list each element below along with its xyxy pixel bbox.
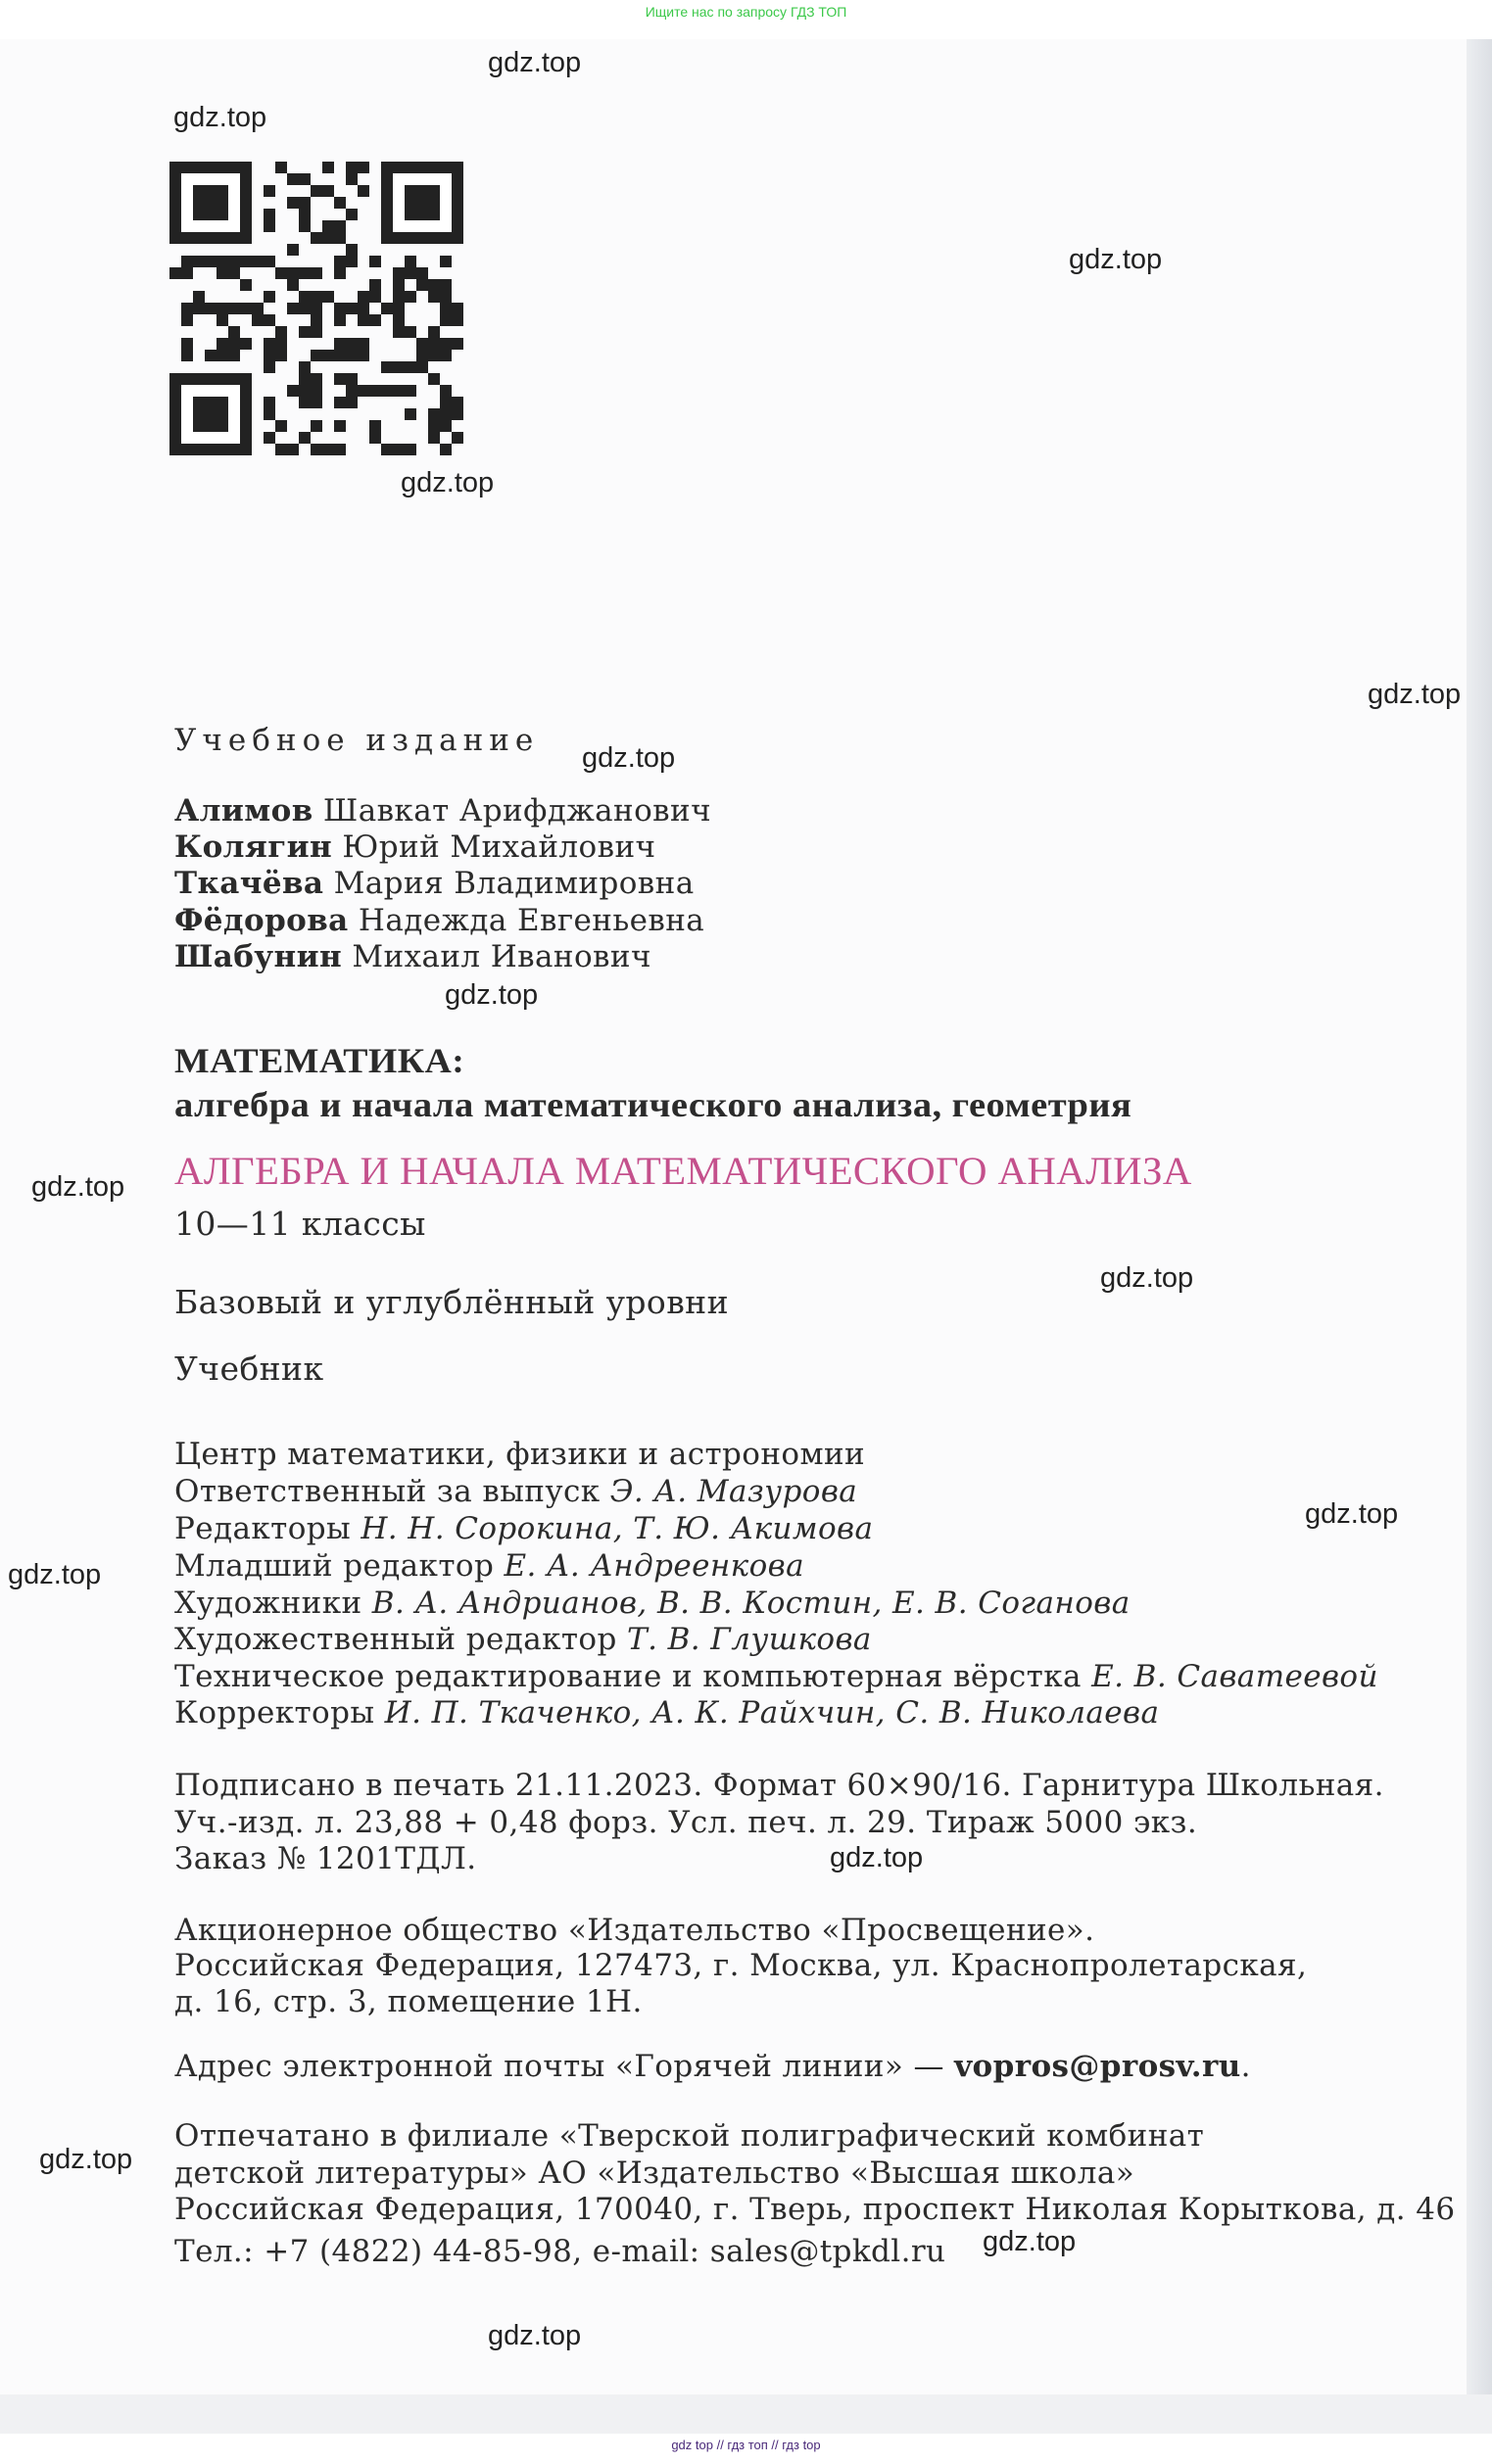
watermark: gdz.top [1368,679,1462,710]
author-name: Надежда Евгеньевна [358,903,705,938]
author-name: Мария Владимировна [333,866,695,901]
credit-line [174,1548,804,1584]
hotline-label: Адрес электронной почты «Горячей линии» — [174,2049,955,2084]
credit-names: Е. В. Саватеевой [1091,1659,1378,1694]
author-line [174,793,711,829]
book-subtitle: алгебра и начала математического анализа, геометрия [174,1085,1132,1124]
credit-line [174,1586,1131,1621]
book-type: Учебник [174,1350,324,1388]
top-banner[interactable]: Ищите нас по запросу ГДЗ ТОП [645,4,847,20]
watermark: gdz.top [39,2144,133,2175]
credit-names: Е. А. Андреенкова [504,1548,804,1584]
watermark: gdz.top [488,2320,582,2351]
printer-line: Отпечатано в филиале «Тверской полиграфический комбинат [174,2118,1205,2154]
book-grades: 10—11 классы [174,1205,426,1243]
watermark: gdz.top [445,979,539,1011]
credit-names: Н. Н. Сорокина, Т. Ю. Акимова [361,1511,874,1546]
author-line [174,829,655,865]
author-line [174,939,651,974]
credit-names: В. А. Андрианов, В. В. Костин, Е. В. Соганова [371,1586,1131,1621]
printer-line: детской литературы» АО «Издательство «Высшая школа» [174,2156,1135,2191]
credit-line [174,1511,873,1546]
credit-names: Э. А. Мазурова [609,1474,858,1509]
watermark: gdz.top [488,47,582,78]
author-name: Шавкат Арифджанович [322,793,711,829]
credit-line [174,1622,872,1657]
credit-role: Младший редактор [174,1548,505,1584]
printer-line: Российская Федерация, 170040, г. Тверь, проспект Николая Корыткова, д. 46 [174,2192,1456,2227]
watermark: gdz.top [1305,1498,1399,1530]
watermark: gdz.top [173,102,267,133]
watermark: gdz.top [1069,244,1163,275]
author-surname: Ткачёва [174,866,324,901]
watermark: gdz.top [830,1842,924,1873]
book-colored-title: АЛГЕБРА И НАЧАЛА МАТЕМАТИЧЕСКОГО АНАЛИЗА [174,1149,1192,1193]
credit-role: Ответственный за выпуск [174,1474,610,1509]
credit-names: Т. В. Глушкова [627,1622,872,1657]
watermark: gdz.top [1100,1262,1194,1294]
credit-role: Художники [174,1586,372,1621]
bottom-band [0,2394,1492,2434]
watermark: gdz.top [31,1171,125,1203]
publisher-line: Российская Федерация, 127473, г. Москва, ул. Краснопролетарская, [174,1948,1308,1983]
credit-role: Редакторы [174,1511,361,1546]
author-surname: Алимов [174,793,313,829]
qr-code[interactable] [169,162,463,455]
print-info-line: Подписано в печать 21.11.2023. Формат 60×90/16. Гарнитура Школьная. [174,1768,1384,1803]
print-info-line: Заказ № 1201ТДЛ. [174,1841,477,1876]
watermark: gdz.top [582,742,676,774]
author-surname: Шабунин [174,939,343,974]
print-info-line: Уч.-изд. л. 23,88 + 0,48 форз. Усл. печ. л. 29. Тираж 5000 экз. [174,1805,1198,1840]
credit-line [174,1437,865,1472]
book-title: МАТЕМАТИКА: [174,1041,465,1080]
edition-label: Учебное издание [174,723,540,758]
author-surname: Колягин [174,829,333,865]
credit-role: Центр математики, физики и астрономии [174,1437,866,1472]
credit-role: Техническое редактирование и компьютерная вёрстка [174,1659,1092,1694]
watermark: gdz.top [8,1559,102,1590]
watermark: gdz.top [983,2226,1077,2257]
credit-line [174,1474,857,1509]
author-name: Михаил Иванович [352,939,651,974]
hotline-email[interactable]: vopros@prosv.ru [954,2049,1241,2084]
author-line [174,866,695,901]
credit-names: И. П. Ткаченко, А. К. Райхчин, С. В. Николаева [384,1695,1160,1730]
hotline-line [174,2049,1251,2084]
author-name: Юрий Михайлович [342,829,656,865]
page-edge [1467,39,1492,2394]
book-level: Базовый и углублённый уровни [174,1283,729,1321]
author-surname: Фёдорова [174,903,349,938]
printer-line: Тел.: +7 (4822) 44-85-98, e-mail: sales@tpkdl.ru [174,2234,946,2269]
publisher-line: Акционерное общество «Издательство «Просвещение». [174,1913,1095,1948]
author-line [174,903,704,938]
publisher-line: д. 16, стр. 3, помещение 1Н. [174,1984,643,2019]
credit-role: Художественный редактор [174,1622,627,1657]
credit-line [174,1659,1378,1694]
watermark: gdz.top [401,467,495,498]
credit-line [174,1695,1159,1730]
bottom-banner[interactable]: gdz top // гдз топ // гдз top [671,2438,821,2452]
credit-role: Корректоры [174,1695,385,1730]
hotline-end: . [1240,2049,1251,2084]
